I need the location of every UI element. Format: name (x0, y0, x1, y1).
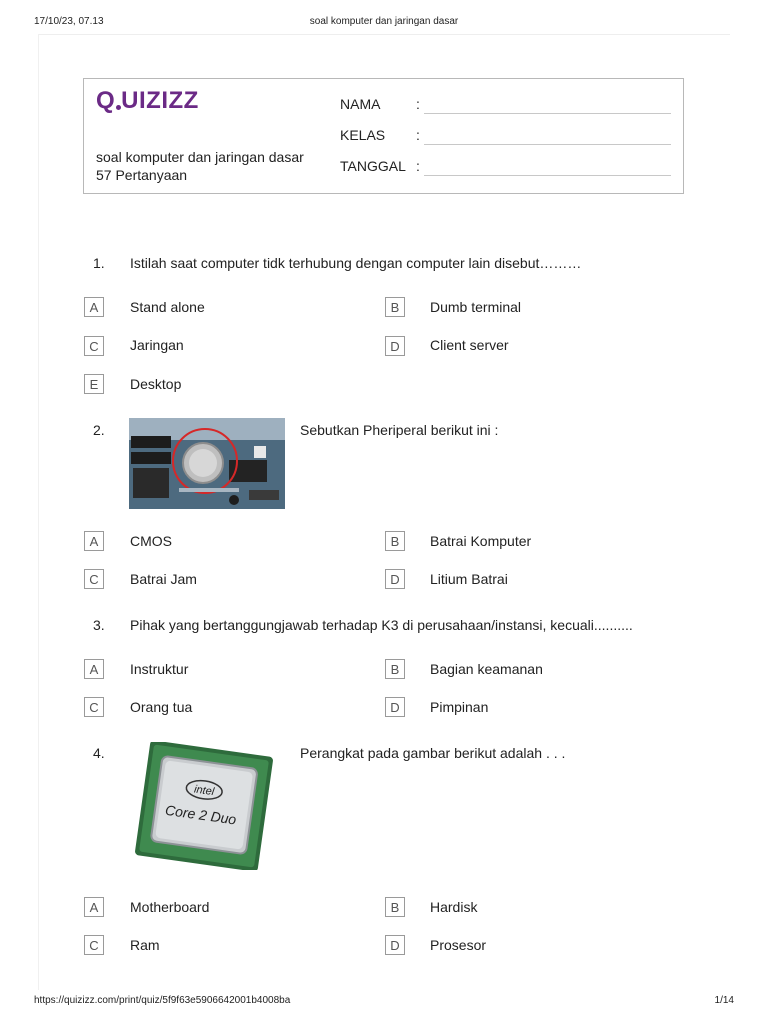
question-text: Istilah saat computer tidk terhubung dengan computer lain disebut……… (130, 255, 582, 271)
chip-model-text: Core 2 Duo (164, 801, 238, 828)
option-letter: D (385, 569, 405, 589)
option-text: Prosesor (430, 937, 487, 953)
question-number: 4. (93, 745, 105, 761)
question-number: 2. (93, 422, 105, 438)
option-text: Desktop (130, 376, 182, 392)
option-text: CMOS (130, 533, 172, 549)
quiz-header-box (83, 78, 684, 194)
option-text: Pimpinan (430, 699, 489, 715)
option-letter: C (84, 935, 104, 955)
option-letter: B (385, 531, 405, 551)
quizizz-logo: Q UIZIZZ (96, 87, 199, 114)
print-url[interactable]: https://quizizz.com/print/quiz/5f9f63e5906642001b4008ba (34, 995, 291, 1006)
option-text: Bagian keamanan (430, 661, 543, 677)
option-letter: A (84, 531, 104, 551)
field-label: KELAS (340, 127, 386, 143)
option-letter: C (84, 569, 104, 589)
option-letter: E (84, 374, 104, 394)
option-letter: D (385, 935, 405, 955)
question-text: Sebutkan Pheriperal berikut ini : (300, 422, 499, 438)
option-text: Hardisk (430, 899, 478, 915)
option-text: Jaringan (130, 337, 184, 353)
option-text: Batrai Jam (130, 571, 197, 587)
field-kelas: KELAS : (340, 127, 385, 143)
motherboard-illustration (129, 418, 285, 509)
cpu-chip-image (130, 742, 278, 870)
option-text: Orang tua (130, 699, 193, 715)
chip-brand-text: intel (193, 783, 215, 799)
option-letter: D (385, 336, 405, 356)
option-letter: C (84, 336, 104, 356)
option-text: Batrai Komputer (430, 533, 532, 549)
question-number: 1. (93, 255, 105, 271)
field-nama: NAMA : (340, 96, 380, 112)
intel-core-2-duo-chip (130, 742, 278, 870)
option-text: Instruktur (130, 661, 189, 677)
option-text: Client server (430, 337, 509, 353)
option-letter: D (385, 697, 405, 717)
kelas-input-line[interactable] (424, 144, 671, 145)
question-number: 3. (93, 617, 105, 633)
question-count: 57 Pertanyaan (96, 167, 188, 183)
page-top-rule (38, 34, 730, 35)
option-letter: A (84, 897, 104, 917)
print-page-count: 1/14 (714, 995, 734, 1006)
option-text: Motherboard (130, 899, 210, 915)
option-letter: A (84, 659, 104, 679)
field-label: TANGGAL (340, 158, 406, 174)
field-tanggal: TANGGAL : (340, 158, 406, 174)
question-text: Pihak yang bertanggungjawab terhadap K3 di perusahaan/instansi, kecuali.......... (130, 617, 633, 633)
question-text: Perangkat pada gambar berikut adalah . . . (300, 745, 566, 761)
option-letter: C (84, 697, 104, 717)
option-letter: A (84, 297, 104, 317)
option-text: Litium Batrai (430, 571, 508, 587)
motherboard-battery-image (129, 418, 285, 509)
option-text: Stand alone (130, 299, 205, 315)
quiz-title: soal komputer dan jaringan dasar (96, 149, 304, 165)
option-letter: B (385, 897, 405, 917)
option-letter: B (385, 659, 405, 679)
option-text: Ram (130, 937, 160, 953)
print-datetime: 17/10/23, 07.13 (34, 16, 104, 27)
option-text: Dumb terminal (430, 299, 522, 315)
print-page-title: soal komputer dan jaringan dasar (309, 16, 459, 27)
option-letter: B (385, 297, 405, 317)
nama-input-line[interactable] (424, 113, 671, 114)
page-left-rule (38, 34, 39, 990)
tanggal-input-line[interactable] (424, 175, 671, 176)
field-label: NAMA (340, 96, 381, 112)
